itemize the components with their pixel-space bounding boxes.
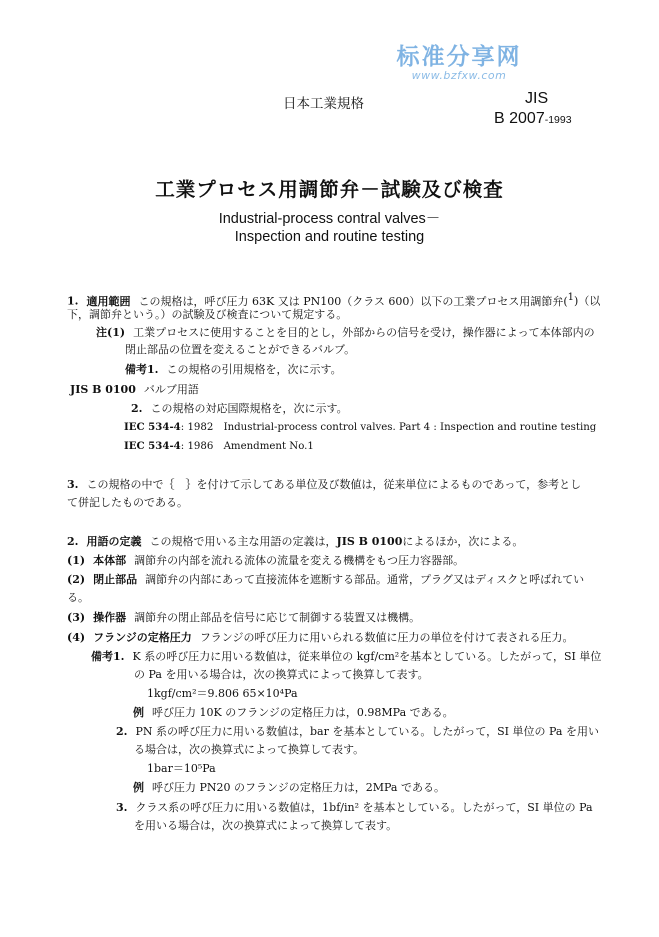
- note1-label: 注(1): [96, 326, 126, 339]
- remark-pn-label: 2.: [116, 725, 128, 738]
- def4-term: フランジの定格圧力: [93, 631, 192, 644]
- remark-k-example: [133, 705, 454, 720]
- title-english-line1: Industrial-process contral valves－: [218, 211, 441, 227]
- ref-jis-line: [70, 382, 199, 397]
- def4-line: [67, 630, 574, 645]
- def2-line2: る。: [67, 591, 89, 604]
- remark-k-formula: 1kgf/cm²＝9.806 65×10⁴Pa: [147, 687, 298, 700]
- watermark-url: www.bzfxw.com: [411, 69, 507, 82]
- remark-pn-formula: 1bar＝10⁵Pa: [147, 762, 216, 775]
- watermark-logo: [384, 44, 534, 82]
- jis-label: JIS: [525, 90, 549, 107]
- section1-text-b: )（以: [574, 294, 601, 308]
- section2-text-b: によるほか，次による。: [402, 535, 524, 548]
- section1-line1: [67, 290, 600, 309]
- standard-year: -1993: [544, 114, 572, 126]
- ref-jis-code: JIS B 0100: [70, 383, 136, 396]
- section2-text-a: この規格で用いる主な用語の定義は，: [149, 535, 337, 548]
- def2-text: 調節弁の内部にあって直接流体を遮断する部品。通常，プラグ又はディスクと呼ばれてい: [145, 573, 585, 586]
- remark1-line: [125, 362, 342, 377]
- remark-pn-example-text: 呼び圧力 PN20 のフランジの定格圧力は，2MPa である。: [152, 781, 445, 794]
- remark1-text: この規格の引用規格を，次に示す。: [166, 363, 342, 376]
- def2-num: (2): [67, 573, 86, 586]
- remark-pn-example-label: 例: [133, 781, 144, 794]
- title-japanese: 工業プロセス用調節弁－試験及び検査: [155, 178, 504, 201]
- iec-ref2-line: [124, 439, 314, 454]
- note1-text1: 工業プロセスに使用することを目的とし，外部からの信号を受け，操作器によって本体部内の: [133, 326, 595, 339]
- remark-pn-example: [133, 780, 445, 795]
- def3-line: [67, 610, 420, 625]
- standard-code: B 2007: [494, 110, 545, 127]
- section2-ref: JIS B 0100: [336, 535, 403, 548]
- remark-k-example-text: 呼び圧力 10K のフランジの定格圧力は，0.98MPa である。: [152, 706, 454, 719]
- section3-line1: [67, 477, 581, 492]
- section1-num: 1.: [67, 294, 79, 308]
- section2-heading: 用語の定義: [86, 535, 142, 548]
- remark2-line: [131, 401, 348, 416]
- section3-line2: て併記したものである。: [67, 496, 188, 509]
- section1-text-a: この規格は，呼び圧力 63K 又は PN100（クラス 600）以下の工業プロセス用調節弁(: [138, 294, 568, 308]
- iec-ref1-code: IEC 534-4: [124, 421, 181, 433]
- def3-num: (3): [67, 611, 86, 624]
- remark-pn-text1: PN 系の呼び圧力に用いる数値は，bar を基本としている。したがって，SI 単位の Pa を用い: [135, 725, 599, 738]
- def1-text: 調節弁の内部を流れる流体の流量を変える機構をもつ圧力容器部。: [134, 554, 465, 567]
- section1-heading: 適用範囲: [86, 294, 131, 308]
- iec-ref2-text: : 1986 Amendment No.1: [180, 441, 314, 452]
- def2-line: [67, 572, 584, 587]
- def3-term: 操作器: [93, 611, 127, 624]
- remark-class-text1: クラス系の呼び圧力に用いる数値は，1bf/in² を基本としている。したがって，SI 単位の Pa: [135, 801, 593, 814]
- remark-pn-line2: る場合は，次の換算式によって換算して表す。: [134, 743, 365, 756]
- note1-line2: 閉止部品の位置を変えることができるバルブ。: [125, 343, 356, 356]
- def4-text: フランジの呼び圧力に用いられる数値に圧力の単位を付けて表される圧力。: [199, 631, 574, 644]
- standard-name: 日本工業規格: [283, 96, 364, 112]
- iec-ref1-text: : 1982 Industrial-process control valves. Part 4 : Inspection and routine testing: [180, 422, 597, 433]
- remark-class-line2: を用いる場合は，次の換算式によって換算して表す。: [134, 819, 398, 832]
- def3-text: 調節弁の閉止部品を信号に応じて制御する装置又は機構。: [134, 611, 421, 624]
- iec-ref2-code: IEC 534-4: [124, 440, 181, 452]
- title-english-line2: Inspection and routine testing: [234, 229, 425, 245]
- watermark-title: 标准分享网: [396, 44, 522, 70]
- def1-line: [67, 553, 464, 568]
- section3-text1: この規格の中で｛ ｝を付けて示してある単位及び数値は，従来単位によるものであって，参考とし: [86, 478, 582, 491]
- note1-line1: [96, 325, 595, 340]
- remark2-label: 2.: [131, 402, 143, 415]
- remark-k-text1: K 系の呼び圧力に用いる数値は，従来単位の kgf/cm²を基本としている。したがって，SI 単位: [132, 650, 602, 663]
- def1-term: 本体部: [93, 554, 127, 567]
- remark-k-example-label: 例: [133, 706, 144, 719]
- remark-k-label: 備考1.: [91, 650, 125, 663]
- section1-line2: 下，調節弁という。）の試験及び検査について規定する。: [67, 308, 348, 321]
- remark1-label: 備考1.: [125, 363, 159, 376]
- iec-ref1-line: [124, 420, 596, 435]
- remark-k-line2: の Pa を用いる場合は，次の換算式によって換算して表す。: [134, 668, 429, 681]
- section3-num: 3.: [67, 478, 79, 491]
- def2-term: 閉止部品: [93, 573, 138, 586]
- section2-line: [67, 534, 523, 549]
- remark-pn-line1: [116, 724, 599, 739]
- section1-note-ref: 1: [567, 292, 575, 303]
- standard-number: [494, 110, 572, 128]
- remark-class-label: 3.: [116, 801, 128, 814]
- def1-num: (1): [67, 554, 86, 567]
- section2-num: 2.: [67, 535, 79, 548]
- ref-jis-text: バルブ用語: [143, 383, 199, 396]
- remark-k-line1: [91, 649, 601, 664]
- remark2-text: この規格の対応国際規格を，次に示す。: [150, 402, 348, 415]
- def4-num: (4): [67, 631, 86, 644]
- remark-class-line1: [116, 800, 593, 815]
